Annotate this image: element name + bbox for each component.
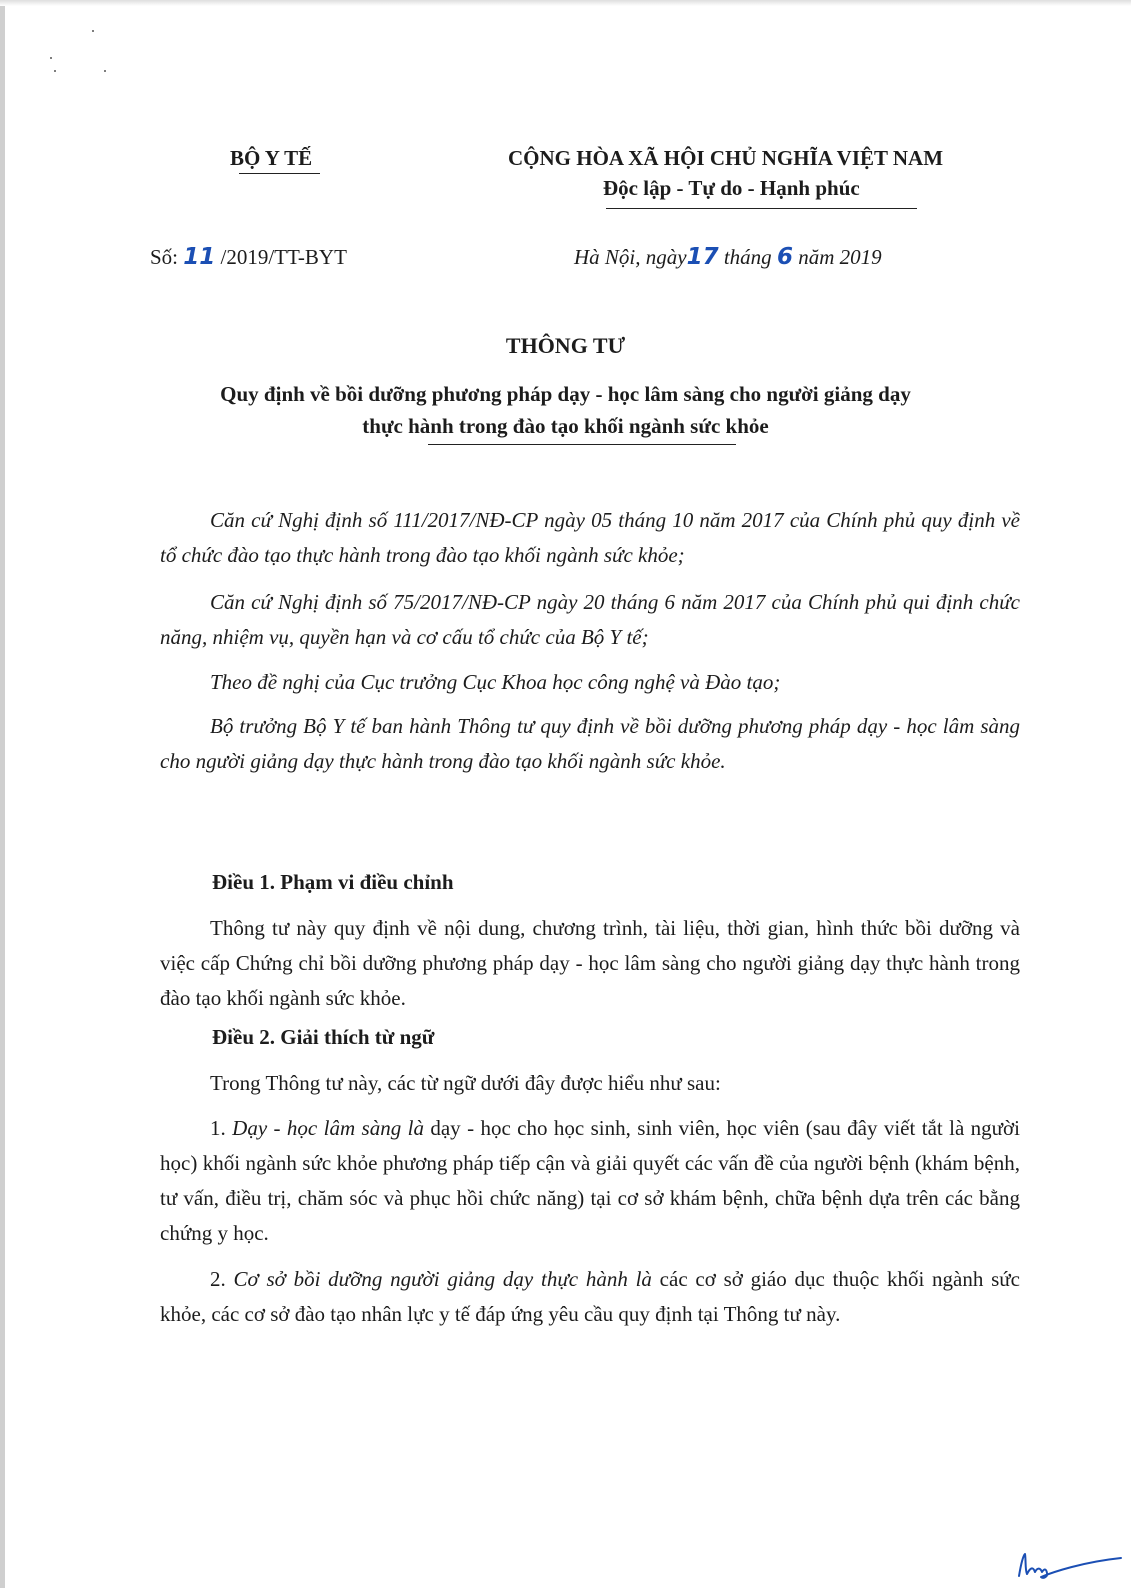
- preamble-paragraph: Bộ trưởng Bộ Y tế ban hành Thông tư quy định về bồi dưỡng phương pháp dạy - học lâm sàng cho người giảng dạy thực hành trong đào tạo khối ngành sức khỏe.: [160, 714, 1020, 773]
- scan-edge-left: [0, 0, 5, 1588]
- preamble-paragraph: Theo đề nghị của Cục trưởng Cục Khoa học công nghệ và Đào tạo;: [210, 670, 781, 694]
- article-1-text: Thông tư này quy định về nội dung, chương trình, tài liệu, thời gian, hình thức bồi dưỡng và việc cấp Chứng chỉ bồi dưỡng phương pháp dạy - học lâm sàng cho người giảng dạy thực hành trong đào tạo khối ngành sức khỏe.: [160, 916, 1020, 1010]
- document-number-prefix: Số:: [150, 245, 179, 269]
- month-word: tháng: [723, 245, 772, 269]
- scan-speck: [50, 57, 52, 59]
- scan-edge-top: [0, 0, 1131, 6]
- handwritten-day: 17: [686, 244, 719, 270]
- preamble-paragraph: Căn cứ Nghị định số 75/2017/NĐ-CP ngày 20 tháng 6 năm 2017 của Chính phủ qui định chức năng, nhiệm vụ, quyền hạn và cơ cấu tổ chức của Bộ Y tế;: [160, 590, 1020, 649]
- handwritten-initials-signature: [1013, 1548, 1123, 1580]
- article-1-heading: Điều 1. Phạm vi điều chỉnh: [212, 870, 454, 894]
- item-1-prefix: 1.: [210, 1116, 233, 1140]
- ministry-name: BỘ Y TẾ: [230, 146, 313, 170]
- article-2-heading: Điều 2. Giải thích từ ngữ: [212, 1025, 435, 1049]
- place-and-date: [574, 244, 882, 270]
- ministry-underline: [239, 173, 320, 174]
- handwritten-month: 6: [776, 244, 793, 270]
- motto-underline: [606, 208, 917, 209]
- article-2-intro: Trong Thông tư này, các từ ngữ dưới đây được hiểu như sau:: [210, 1071, 721, 1095]
- place-date-prefix: Hà Nội, ngày: [574, 245, 687, 269]
- title-underline: [428, 444, 736, 445]
- item-2-text: các cơ sở giáo dục thuộc khối ngành sức khỏe, các cơ sở đào tạo nhân lực y tế đáp ứng yêu cầu quy định tại Thông tư này.: [160, 1267, 1021, 1326]
- scan-speck: [54, 70, 56, 72]
- title-line-2: thực hành trong đào tạo khối ngành sức khỏe: [362, 414, 769, 438]
- national-motto: Độc lập - Tự do - Hạnh phúc: [603, 176, 860, 200]
- scan-speck: [92, 30, 94, 32]
- handwritten-number: 11: [183, 244, 216, 270]
- item-2-term: Cơ sở bồi dưỡng người giảng dạy thực hành là: [233, 1267, 652, 1291]
- document-number-suffix: /2019/TT-BYT: [220, 245, 347, 269]
- title-line-1: Quy định về bồi dưỡng phương pháp dạy - học lâm sàng cho người giảng dạy: [220, 382, 911, 406]
- preamble-paragraph: Căn cứ Nghị định số 111/2017/NĐ-CP ngày 05 tháng 10 năm 2017 của Chính phủ quy định về tổ chức đào tạo thực hành trong đào tạo khối ngành sức khỏe;: [160, 508, 1020, 567]
- item-1-text: dạy - học cho học sinh, sinh viên, học viên (sau đây viết tắt là người học) khối ngành sức khỏe phương pháp tiếp cận và giải quyết các vấn đề của người bệnh (khám bệnh, tư vấn, điều trị, chăm sóc và phục hồi chức năng) tại cơ sở khám bệnh, chữa bệnh dựa trên các bằng chứng y học.: [160, 1116, 1021, 1245]
- document-number: [150, 244, 347, 270]
- document-type: THÔNG TƯ: [505, 333, 626, 358]
- scan-speck: [104, 70, 106, 72]
- year-text: năm 2019: [798, 245, 882, 269]
- item-2-prefix: 2.: [210, 1267, 234, 1291]
- item-1-term: Dạy - học lâm sàng là: [232, 1116, 424, 1140]
- article-2-item-1: [160, 1111, 1020, 1251]
- nation-name: CỘNG HÒA XÃ HỘI CHỦ NGHĨA VIỆT NAM: [508, 146, 944, 170]
- article-2-item-2: [160, 1262, 1020, 1332]
